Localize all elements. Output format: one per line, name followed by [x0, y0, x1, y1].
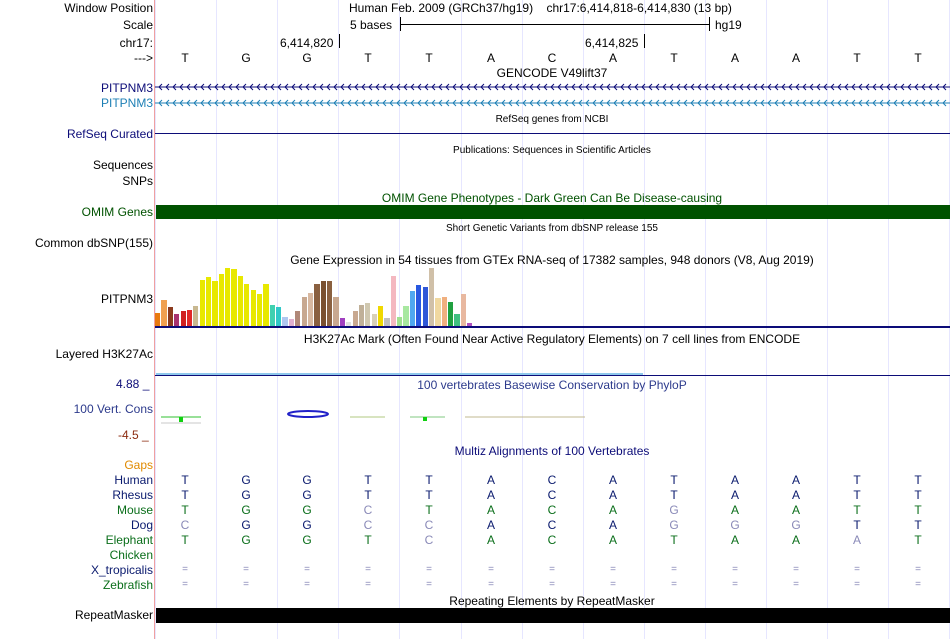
repeatmasker-label[interactable]: RepeatMasker	[74, 608, 153, 622]
dbsnp-label[interactable]: Common dbSNP(155)	[34, 236, 153, 250]
species-label[interactable]: Dog	[130, 518, 153, 532]
gtex-tissue-bar[interactable]	[448, 302, 453, 326]
aligned-base: T	[425, 488, 433, 502]
aligned-base: A	[730, 503, 739, 517]
aligned-base: T	[914, 488, 922, 502]
gtex-tissue-bar[interactable]	[365, 303, 370, 326]
aligned-base: G	[302, 533, 312, 547]
gtex-tissue-bar[interactable]	[321, 281, 326, 326]
aligned-base: =	[732, 564, 738, 575]
aligned-base: C	[547, 473, 557, 487]
gtex-tissue-bar[interactable]	[423, 287, 428, 326]
aligned-base: G	[669, 503, 679, 517]
base: T	[181, 51, 189, 65]
aligned-base: A	[791, 488, 800, 502]
gtex-tissue-bar[interactable]	[410, 291, 415, 326]
gencode-transcripts[interactable]	[155, 80, 950, 110]
gtex-tissue-bar[interactable]	[193, 306, 198, 326]
aligned-base: =	[365, 579, 371, 590]
aligned-base: T	[853, 488, 861, 502]
gtex-tissue-bar[interactable]	[187, 310, 192, 326]
aligned-base: C	[547, 503, 557, 517]
aligned-base: G	[241, 473, 251, 487]
pubs-track-title[interactable]: Publications: Sequences in Scientific Articles	[453, 145, 651, 156]
species-label[interactable]: Zebrafish	[102, 578, 153, 592]
aligned-base: A	[486, 503, 495, 517]
gtex-tissue-bar[interactable]	[257, 294, 262, 326]
base: G	[302, 51, 312, 65]
species-label[interactable]: Mouse	[116, 503, 153, 517]
gtex-tissue-bar[interactable]	[276, 307, 281, 326]
gtex-tissue-bar[interactable]	[231, 269, 236, 326]
gtex-tissue-bar[interactable]	[403, 306, 408, 326]
base: T	[425, 51, 433, 65]
aligned-base: =	[610, 579, 616, 590]
aligned-base: G	[241, 518, 251, 532]
aligned-base: =	[304, 579, 310, 590]
gtex-tissue-bar[interactable]	[378, 306, 383, 326]
base: G	[241, 51, 251, 65]
base: T	[670, 51, 678, 65]
multiz-track-title[interactable]: Multiz Alignments of 100 Vertebrates	[454, 444, 650, 458]
omim-gene-bar[interactable]	[156, 205, 950, 219]
gtex-tissue-bar[interactable]	[302, 297, 307, 326]
aligned-base: T	[914, 503, 922, 517]
gtex-tissue-bar[interactable]	[461, 294, 466, 326]
gtex-tissue-bar[interactable]	[238, 276, 243, 326]
gtex-tissue-bar[interactable]	[212, 281, 217, 326]
gtex-label[interactable]: PITPNM3	[100, 292, 153, 306]
aligned-base: =	[915, 579, 921, 590]
phylop-signal[interactable]	[155, 405, 950, 430]
aligned-base: =	[671, 564, 677, 575]
aligned-base: T	[364, 488, 372, 502]
aligned-base: A	[791, 473, 800, 487]
omim-label[interactable]: OMIM Genes	[81, 205, 153, 219]
aligned-base: =	[243, 579, 249, 590]
base: A	[608, 51, 617, 65]
aligned-base: T	[181, 503, 189, 517]
phylop-label[interactable]: 100 Vert. Cons	[73, 402, 153, 416]
h3k27ac-track-title[interactable]: H3K27Ac Mark (Often Found Near Active Regulatory Elements) on 7 cell lines from ENCODE	[303, 332, 801, 346]
gtex-tissue-bar[interactable]	[384, 318, 389, 326]
scale-assembly: hg19	[715, 18, 742, 32]
phylop-track-title[interactable]: 100 vertebrates Basewise Conservation by PhyloP	[417, 378, 687, 392]
phylop-min: -4.5 _	[118, 428, 149, 442]
aligned-base: G	[669, 518, 679, 532]
aligned-base: T	[181, 488, 189, 502]
base: T	[853, 51, 861, 65]
aligned-base: =	[610, 564, 616, 575]
aligned-base: A	[730, 488, 739, 502]
omim-track-title[interactable]: OMIM Gene Phenotypes - Dark Green Can Be Disease-causing	[381, 191, 723, 205]
aligned-base: A	[730, 473, 739, 487]
refseq-track-title[interactable]: RefSeq genes from NCBI	[495, 114, 609, 125]
gtex-tissue-bar[interactable]	[295, 311, 300, 326]
aligned-base: =	[243, 564, 249, 575]
aligned-base: A	[486, 473, 495, 487]
gtex-tissue-bar[interactable]	[308, 293, 313, 326]
aligned-base: T	[853, 518, 861, 532]
aligned-base: C	[424, 533, 434, 547]
aligned-base: T	[914, 533, 922, 547]
gtex-tissue-bar[interactable]	[442, 297, 447, 326]
gtex-tissue-bar[interactable]	[200, 280, 205, 326]
gtex-tissue-bar[interactable]	[340, 318, 345, 326]
gtex-tissue-bar[interactable]	[270, 305, 275, 326]
aligned-base: T	[914, 518, 922, 532]
scale-bar-right-tick	[709, 17, 710, 31]
aligned-base: =	[182, 579, 188, 590]
aligned-base: A	[608, 533, 617, 547]
aligned-base: A	[608, 473, 617, 487]
aligned-base: T	[853, 473, 861, 487]
aligned-base: A	[608, 503, 617, 517]
aligned-base: =	[488, 564, 494, 575]
gtex-tissue-bar[interactable]	[333, 297, 338, 326]
aligned-base: G	[791, 518, 801, 532]
aligned-base: A	[791, 503, 800, 517]
aligned-base: C	[363, 518, 373, 532]
base: A	[486, 51, 495, 65]
gtex-tissue-bar[interactable]	[181, 311, 186, 326]
position-tick-mark-2	[644, 34, 645, 48]
phylop-max: 4.88 _	[116, 377, 150, 391]
aligned-base: =	[549, 579, 555, 590]
gtex-tissue-bar[interactable]	[289, 319, 294, 326]
strand-label: --->	[134, 51, 153, 65]
aligned-base: =	[488, 579, 494, 590]
refseq-gene-line[interactable]	[155, 133, 950, 134]
aligned-base: =	[549, 564, 555, 575]
gtex-tissue-bar[interactable]	[372, 314, 377, 326]
scale-text: 5 bases	[350, 18, 393, 32]
gtex-tissue-bar[interactable]	[168, 307, 173, 326]
aligned-base: T	[364, 473, 372, 487]
aligned-base: =	[732, 579, 738, 590]
aligned-base: A	[486, 533, 495, 547]
h3k27ac-label[interactable]: Layered H3K27Ac	[55, 347, 153, 361]
aligned-base: T	[425, 503, 433, 517]
gtex-tissue-bar[interactable]	[282, 317, 287, 326]
species-label[interactable]: Elephant	[105, 533, 153, 547]
gtex-tissue-bar[interactable]	[155, 313, 160, 326]
gencode-label-1[interactable]: PITPNM3	[100, 81, 153, 95]
aligned-base: =	[426, 564, 432, 575]
aligned-base: G	[302, 503, 312, 517]
aligned-base: C	[363, 503, 373, 517]
refseq-label[interactable]: RefSeq Curated	[66, 127, 153, 141]
gtex-tissue-bar[interactable]	[244, 284, 249, 326]
aligned-base: C	[180, 518, 190, 532]
gtex-tissue-bar[interactable]	[251, 290, 256, 326]
aligned-base: A	[852, 533, 861, 547]
aligned-base: T	[181, 473, 189, 487]
species-label[interactable]: Human	[114, 473, 153, 487]
aligned-base: =	[426, 579, 432, 590]
species-label[interactable]: Chicken	[109, 548, 153, 562]
gtex-tissue-bar[interactable]	[206, 277, 211, 326]
aligned-base: A	[608, 488, 617, 502]
dbsnp-track-title[interactable]: Short Genetic Variants from dbSNP release 155	[446, 223, 658, 234]
gencode-label-2[interactable]: PITPNM3	[100, 96, 153, 110]
gtex-tissue-bar[interactable]	[416, 285, 421, 326]
aligned-base: T	[670, 488, 678, 502]
aligned-base: C	[547, 518, 557, 532]
aligned-base: T	[853, 503, 861, 517]
gtex-tissue-bar[interactable]	[397, 317, 402, 326]
gtex-tissue-bar[interactable]	[161, 300, 166, 326]
gtex-track-title[interactable]: Gene Expression in 54 tissues from GTEx RNA-seq of 17382 samples, 948 donors (V8, Aug 2019)	[290, 253, 814, 267]
aligned-base: T	[670, 533, 678, 547]
aligned-base: A	[730, 533, 739, 547]
aligned-base: G	[302, 488, 312, 502]
gencode-track-title[interactable]: GENCODE V49lift37	[496, 66, 608, 80]
aligned-base: C	[424, 518, 434, 532]
species-label[interactable]: X_tropicalis	[90, 563, 153, 577]
gtex-tissue-bar[interactable]	[219, 274, 224, 326]
aligned-base: T	[181, 533, 189, 547]
repeatmasker-track-title[interactable]: Repeating Elements by RepeatMasker	[449, 594, 655, 608]
aligned-base: =	[182, 564, 188, 575]
gtex-tissue-bar[interactable]	[225, 268, 230, 326]
aligned-base: G	[241, 488, 251, 502]
aligned-base: =	[365, 564, 371, 575]
scale-bar	[400, 24, 710, 25]
gtex-expression-bars[interactable]	[155, 268, 555, 326]
aligned-base: T	[364, 533, 372, 547]
aligned-base: G	[730, 518, 740, 532]
base: T	[914, 51, 922, 65]
pubs-sequences-label[interactable]: Sequences	[92, 158, 153, 172]
aligned-base: G	[241, 503, 251, 517]
position-tick-mark-1	[339, 34, 340, 48]
aligned-base: T	[914, 473, 922, 487]
gtex-tissue-bar[interactable]	[359, 305, 364, 326]
aligned-base: A	[608, 518, 617, 532]
aligned-base: A	[486, 488, 495, 502]
gtex-tissue-bar[interactable]	[435, 298, 440, 326]
gtex-tissue-bar[interactable]	[314, 284, 319, 326]
gtex-gene-line	[155, 326, 950, 328]
repeatmasker-element-bar[interactable]	[156, 608, 950, 623]
aligned-base: =	[854, 579, 860, 590]
base: C	[547, 51, 557, 65]
aligned-base: =	[304, 564, 310, 575]
gtex-tissue-bar[interactable]	[263, 284, 268, 326]
window-position-label: Window Position	[64, 1, 153, 15]
aligned-base: A	[791, 533, 800, 547]
aligned-base: G	[302, 518, 312, 532]
position-tick-2: 6,414,825	[585, 36, 639, 50]
multiz-gaps-label[interactable]: Gaps	[124, 458, 153, 472]
chrom-label: chr17:	[119, 36, 153, 50]
gtex-tissue-bar[interactable]	[327, 281, 332, 326]
base: A	[791, 51, 800, 65]
base: A	[730, 51, 739, 65]
aligned-base: =	[671, 579, 677, 590]
aligned-base: =	[915, 564, 921, 575]
aligned-base: A	[486, 518, 495, 532]
gtex-tissue-bar[interactable]	[353, 311, 358, 326]
aligned-base: G	[241, 533, 251, 547]
gtex-tissue-bar[interactable]	[174, 314, 179, 326]
scale-label: Scale	[122, 18, 153, 32]
aligned-base: =	[793, 579, 799, 590]
pubs-snps-label[interactable]: SNPs	[122, 174, 153, 188]
aligned-base: C	[547, 533, 557, 547]
aligned-base: G	[302, 473, 312, 487]
base: T	[364, 51, 372, 65]
aligned-base: C	[547, 488, 557, 502]
gtex-tissue-bar[interactable]	[454, 314, 459, 326]
gtex-tissue-bar[interactable]	[391, 276, 396, 326]
aligned-base: T	[670, 473, 678, 487]
h3k27ac-baseline	[155, 375, 950, 376]
aligned-base: T	[425, 473, 433, 487]
window-position-value: Human Feb. 2009 (GRCh37/hg19) chr17:6,414,818-6,414,830 (13 bp)	[349, 1, 732, 15]
position-tick-1: 6,414,820	[280, 36, 334, 50]
species-label[interactable]: Rhesus	[112, 488, 153, 502]
aligned-base: =	[793, 564, 799, 575]
gtex-tissue-bar[interactable]	[429, 268, 434, 326]
aligned-base: =	[854, 564, 860, 575]
